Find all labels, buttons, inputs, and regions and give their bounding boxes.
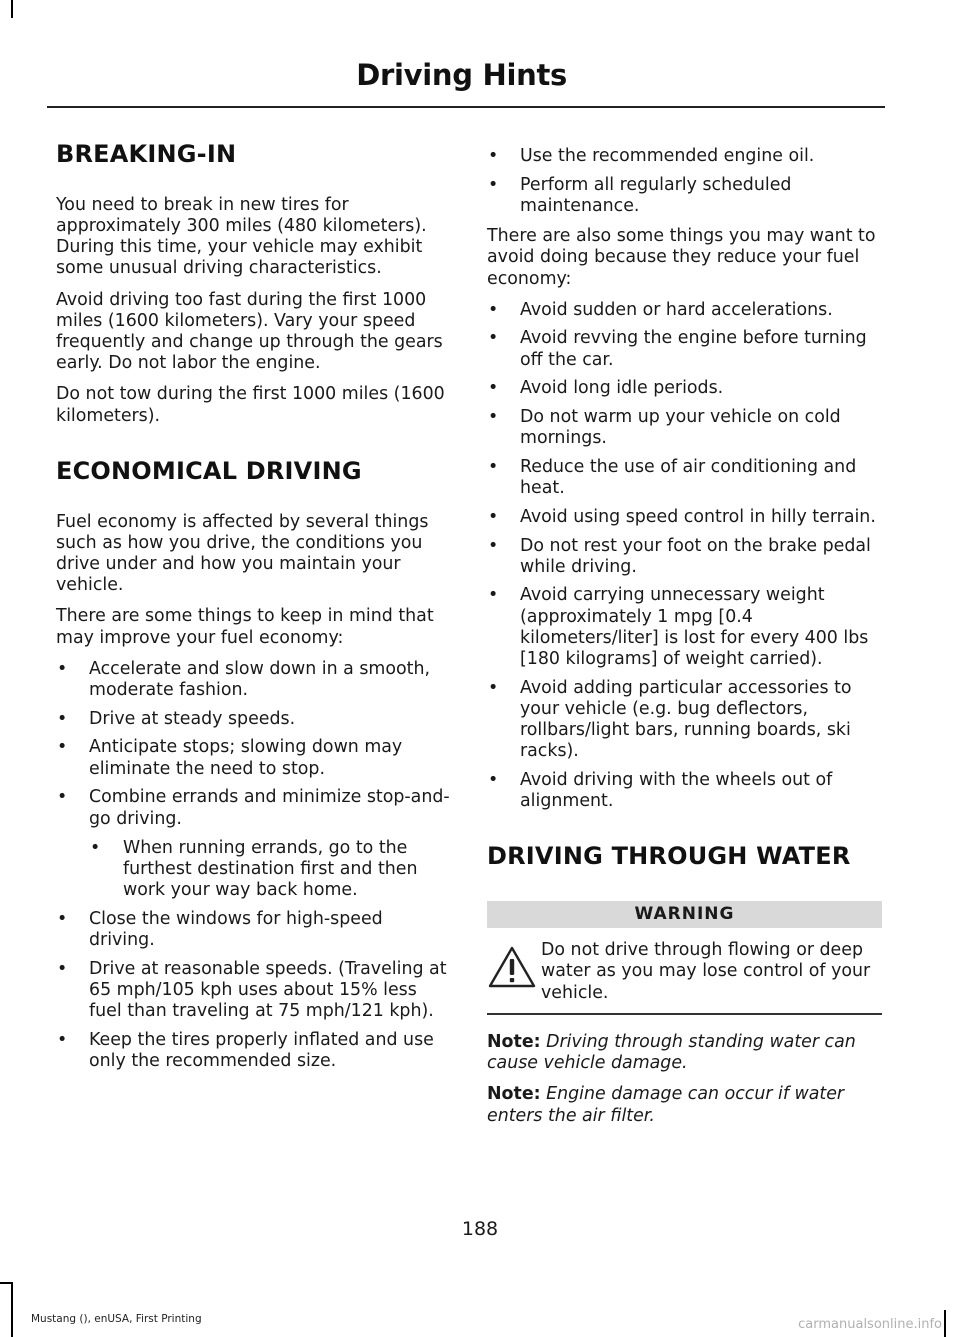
header-rule xyxy=(47,106,885,108)
list-item: • Do not rest your foot on the brake pedal while driving. xyxy=(487,536,882,578)
list-item: • Drive at steady speeds. xyxy=(56,709,451,730)
list-item: • Avoid carrying unnecessary weight (approximately 1 mpg [0.4 kilometers/liter] is lost for every 400 lbs [180 kilograms] of weight carried). xyxy=(487,585,882,670)
sub-list-item: • When running errands, go to the furthest destination first and then work your way back home. xyxy=(89,838,451,902)
note xyxy=(487,1084,882,1126)
list-item: • Avoid sudden or hard accelerations. xyxy=(487,300,882,321)
list-item: • Keep the tires properly inflated and use only the recommended size. xyxy=(56,1030,451,1072)
warning-label: WARNING xyxy=(487,901,882,928)
list-item: • Reduce the use of air conditioning and heat. xyxy=(487,457,882,499)
note-label: Note: xyxy=(487,1031,541,1052)
economy-tips-list-continued xyxy=(487,146,882,217)
list-item: • Avoid long idle periods. xyxy=(487,378,882,399)
watermark-link[interactable]: carmanualsonline.info xyxy=(798,1317,942,1332)
page-number: 188 xyxy=(461,1218,499,1240)
breaking-in-paragraph: Avoid driving too fast during the first 1000 miles (1600 kilometers). Vary your speed frequently and change up through the gears early. Do not labor the engine. xyxy=(56,289,443,374)
economy-tips-list xyxy=(56,659,451,1072)
warning-box xyxy=(487,901,882,1015)
right-column xyxy=(487,146,882,1137)
crop-mark xyxy=(944,1310,946,1337)
list-item: • Anticipate stops; slowing down may eliminate the need to stop. xyxy=(56,737,451,779)
running-header: Driving Hints xyxy=(356,58,567,92)
note-text: Engine damage can occur if water enters the air filter. xyxy=(487,1084,845,1126)
note xyxy=(487,1032,882,1074)
breaking-in-paragraph: You need to break in new tires for approximately 300 miles (480 kilometers). During this time, your vehicle may exhibit some unusual driving characteristics. xyxy=(56,194,427,279)
avoid-intro-paragraph: There are also some things you may want to avoid doing because they reduce your fuel economy: xyxy=(487,226,876,289)
economy-tips-intro: There are some things to keep in mind that may improve your fuel economy: xyxy=(56,606,434,648)
list-item: • Do not warm up your vehicle on cold mornings. xyxy=(487,407,882,449)
economy-intro-paragraph: Fuel economy is affected by several things such as how you drive, the conditions you drive under and how you maintain your vehicle. xyxy=(56,511,429,596)
list-item: • Close the windows for high-speed driving. xyxy=(56,909,451,951)
list-item-text: Combine errands and minimize stop-and-go driving. xyxy=(89,787,450,829)
list-item: • Use the recommended engine oil. xyxy=(487,146,882,167)
left-column xyxy=(56,140,451,1081)
list-item xyxy=(56,787,451,901)
list-item: • Perform all regularly scheduled maintenance. xyxy=(487,175,882,217)
list-item: • Drive at reasonable speeds. (Traveling at 65 mph/105 kph uses about 15% less fuel than traveling at 75 mph/121 kph). xyxy=(56,959,451,1023)
warning-rule xyxy=(487,1013,882,1015)
list-item: • Avoid using speed control in hilly terrain. xyxy=(487,507,882,528)
breaking-in-paragraph: Do not tow during the first 1000 miles (1600 kilometers). xyxy=(56,384,445,426)
crop-mark xyxy=(0,1282,12,1284)
list-item: • Avoid revving the engine before turning off the car. xyxy=(487,328,882,370)
list-item: • Avoid driving with the wheels out of alignment. xyxy=(487,770,882,812)
sub-list xyxy=(89,838,451,902)
footer-text: Mustang (), enUSA, First Printing xyxy=(31,1313,202,1325)
crop-mark xyxy=(11,1282,13,1337)
warning-triangle-icon xyxy=(487,944,537,990)
warning-text: Do not drive through flowing or deep water as you may lose control of your vehicle. xyxy=(541,940,871,1003)
driving-through-water-heading: DRIVING THROUGH WATER xyxy=(487,842,851,871)
list-item: • Avoid adding particular accessories to your vehicle (e.g. bug deflectors, rollbars/light bars, running boards, ski racks). xyxy=(487,678,882,763)
warning-body xyxy=(487,936,882,1004)
list-item: • Accelerate and slow down in a smooth, moderate fashion. xyxy=(56,659,451,701)
note-text: Driving through standing water can cause vehicle damage. xyxy=(487,1031,856,1074)
breaking-in-heading: BREAKING-IN xyxy=(56,140,237,168)
crop-mark xyxy=(11,0,13,18)
note-label: Note: xyxy=(487,1084,541,1105)
economical-driving-heading: ECONOMICAL DRIVING xyxy=(56,456,362,485)
avoid-list xyxy=(487,300,882,813)
